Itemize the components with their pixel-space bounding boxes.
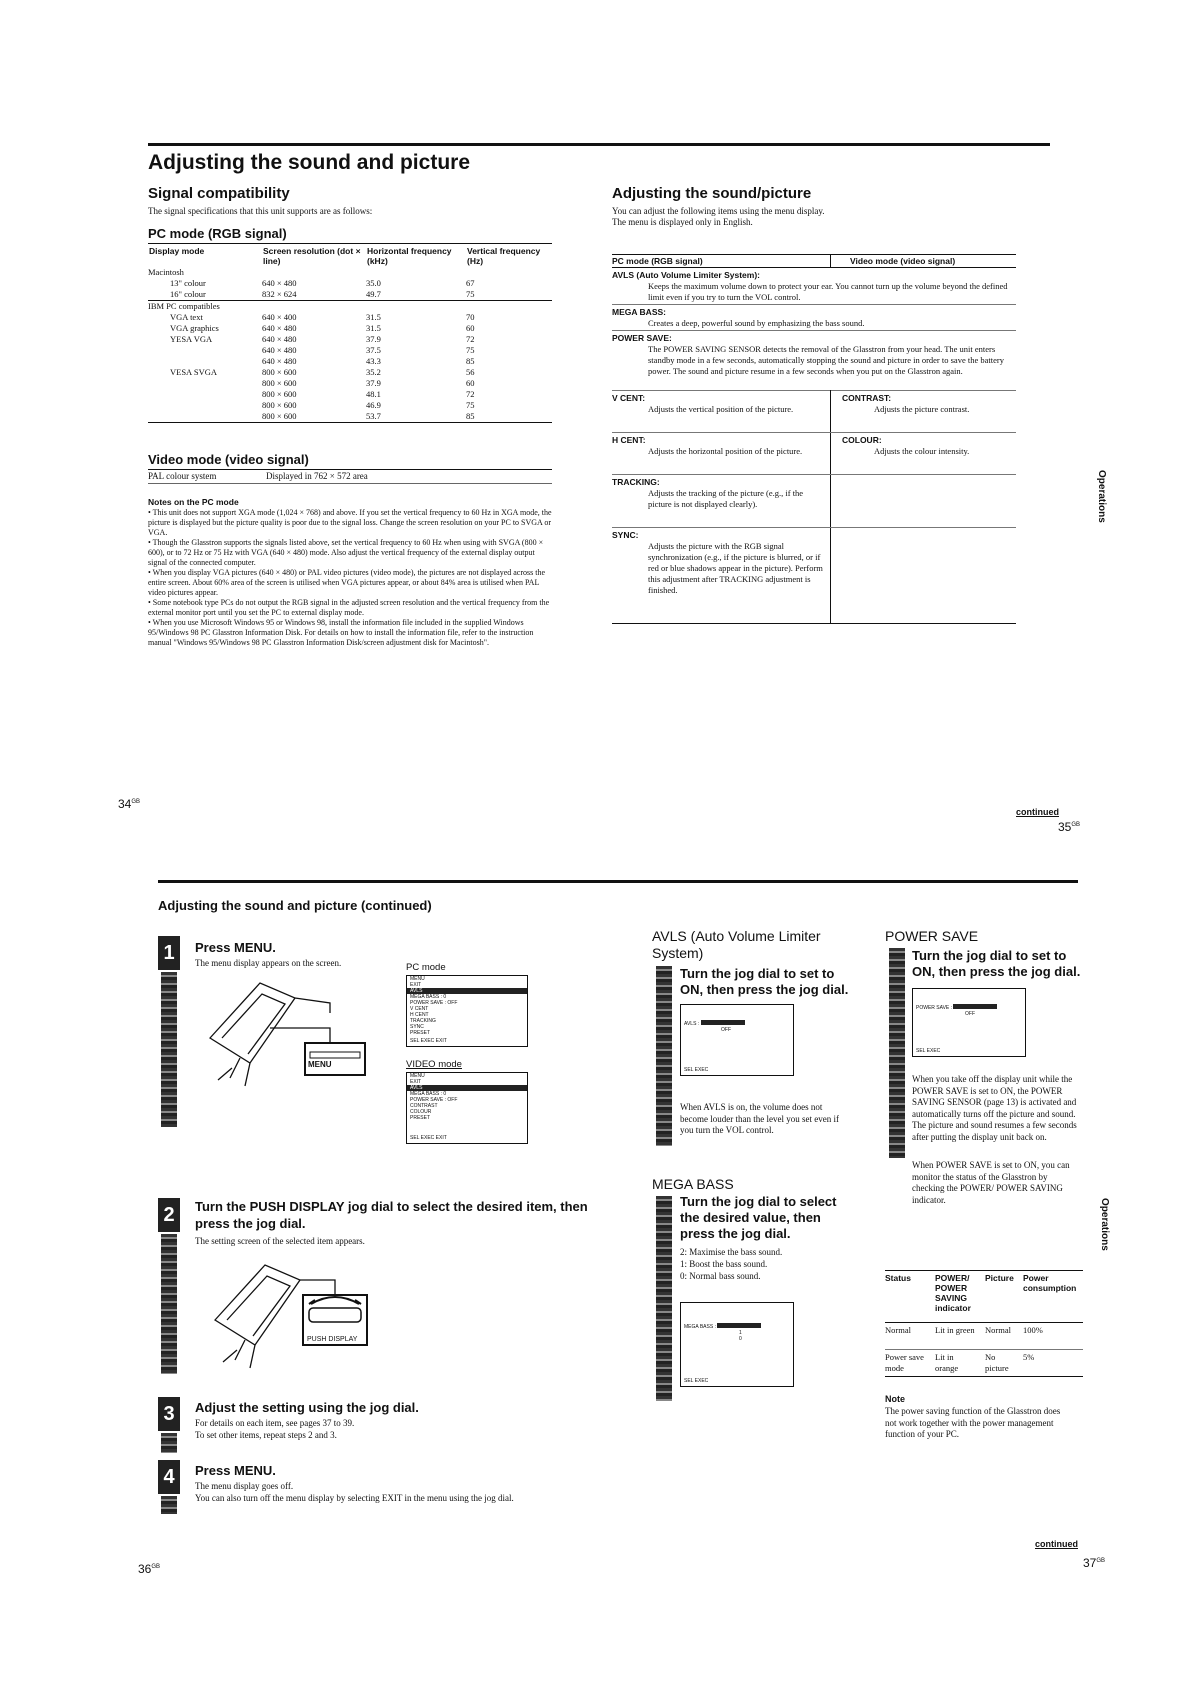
p34-top-rule: [148, 143, 580, 146]
spec-table-row: [148, 301, 552, 313]
spec-table-cell: 53.7: [366, 411, 381, 421]
spec-table-cell: 60: [466, 323, 475, 333]
power-text1: When you take off the display unit while the POWER SAVE is set to ON, the POWER SAVING SENSOR (page 13) is activated and automatically turns off the picture and sound. The picture and sound resumes a few seconds after putting the display unit back on.: [912, 1074, 1077, 1142]
mega-opt-0: 0: Normal bass sound.: [680, 1271, 761, 1281]
note-item: • Some notebook type PCs do not output the RGB signal in the adjusted screen resolution and the vertical frequency from the external monitor port until you set the PC to external display mode.: [148, 598, 550, 617]
spec-table-cell: IBM PC compatibles: [148, 301, 220, 311]
th-vertical: Vertical frequency (Hz): [467, 246, 541, 266]
step3-title: Adjust the setting using the jog dial.: [195, 1400, 419, 1415]
push-display-label: PUSH DISPLAY: [307, 1336, 358, 1343]
avls-screen-footer: SEL EXEC: [684, 1067, 709, 1073]
menu-line: H CENT: [410, 1012, 429, 1018]
spec-table-cell: [148, 356, 262, 367]
spec-table-row: [148, 356, 552, 367]
contrast-label: CONTRAST:: [842, 393, 892, 403]
spec-table-cell: 640 × 400: [262, 312, 297, 322]
spec-table-cell: 832 × 624: [262, 289, 297, 299]
spec-table-row: [148, 400, 552, 411]
status-cell: No picture: [985, 1352, 1009, 1373]
video-mode-label: VIDEO mode: [406, 1059, 462, 1070]
step4-title: Press MENU.: [195, 1463, 276, 1478]
spec-table-cell: 48.1: [366, 389, 381, 399]
menu-line: TRACKING: [410, 1018, 436, 1024]
spec-table-cell: 640 × 480: [262, 356, 297, 366]
menu-line: EXIT: [410, 1079, 422, 1085]
step1-title: Press MENU.: [195, 940, 276, 955]
step-1-number: 1: [158, 936, 180, 970]
p35-menu-table: [612, 254, 1016, 624]
mega-setting-screen: [680, 1302, 794, 1387]
p35-continued: continued: [1016, 807, 1059, 817]
tracking-text: Adjusts the tracking of the picture (e.g., if the picture is not displayed clearly).: [648, 488, 804, 509]
menu-line: PRESET: [410, 1115, 431, 1121]
avls-text: Keeps the maximum volume down to protect your ear. You cannot turn up the volume beyond the defined limit even if you try to turn the VOL control.: [648, 281, 1008, 302]
spec-table-cell: [466, 301, 552, 313]
menu-line: MEGA BASS : 0: [410, 994, 447, 1000]
mega-step: Turn the jog dial to select the desired value, then press the jog dial.: [680, 1194, 837, 1241]
hcent-label: H CENT:: [612, 435, 646, 445]
p34-page-number: $34^{GB}$: [118, 797, 141, 811]
spec-table-row: [148, 334, 552, 345]
spec-table-cell: VGA graphics: [170, 323, 219, 333]
spec-table-row: [148, 289, 552, 301]
vcent-label: V CENT:: [612, 393, 646, 403]
pc-mode-menu-screen: [406, 975, 528, 1047]
spec-table-cell: 640 × 480: [262, 334, 297, 344]
power-screen-label: POWER SAVE :: [913, 1004, 1025, 1011]
step2-title: Turn the PUSH DISPLAY jog dial to select the desired item, then press the jog dial.: [195, 1199, 588, 1231]
p34-spec-table: [148, 245, 552, 425]
th-horizontal: Horizontal frequency (kHz): [367, 246, 452, 266]
spec-table-cell: 16" colour: [170, 289, 206, 299]
spec-table-cell: 60: [466, 378, 475, 388]
power-text2: When POWER SAVE is set to ON, you can monitor the status of the Glasstron by checking the POWER/ POWER SAVING indicator.: [912, 1160, 1070, 1205]
mega-screen-footer: SEL EXEC: [684, 1378, 709, 1384]
tracking-label: TRACKING:: [612, 477, 660, 487]
step3-text1: For details on each item, see pages 37 to 39.: [195, 1418, 355, 1428]
video-row-area: Displayed in 762 × 572 area: [266, 471, 368, 481]
note-item: • Though the Glasstron supports the signals listed above, set the vertical frequency to 60 Hz when using with SVGA (800 × 600), or to 72 Hz or 75 Hz with VGA (640 × 480) mode. Also adjust the vertical frequency of the external display output signal of the connected computer.: [148, 538, 544, 567]
status-cell: 5%: [1023, 1352, 1035, 1362]
step-4-bar: [161, 1496, 177, 1514]
pc-mode-label: PC mode: [406, 962, 446, 973]
menu-footer: SEL EXEC EXIT: [410, 1135, 447, 1141]
spec-table-row: [148, 389, 552, 400]
spec-table-cell: VGA text: [170, 312, 203, 322]
step-3-bar: [161, 1433, 177, 1453]
spec-table-cell: 640 × 480: [262, 278, 297, 288]
avls-screen-off: OFF: [721, 1027, 731, 1033]
power-text: The POWER SAVING SENSOR detects the removal of the Glasstron from your head. The unit enters standby mode in a few seconds, automatically stopping the sound and picture in order to save the battery power. The sound and picture resume in a few seconds when you put on the Glasstron again.: [648, 344, 1004, 376]
spec-table-cell: 72: [466, 389, 475, 399]
spec-table-cell: 85: [466, 356, 475, 366]
colour-text: Adjusts the colour intensity.: [874, 446, 970, 456]
p35-intro1: You can adjust the following items using the menu display.: [612, 206, 825, 216]
step-2-number: 2: [158, 1198, 180, 1232]
spec-table-cell: YESA VGA: [170, 334, 213, 344]
spec-table-cell: 13" colour: [170, 278, 206, 288]
spec-table-cell: 67: [466, 278, 475, 288]
spec-table-cell: [148, 389, 262, 400]
step4-text2: You can also turn off the menu display by selecting EXIT in the menu using the jog dial.: [195, 1493, 514, 1503]
avls-screen-label: AVLS :: [681, 1020, 793, 1027]
step3-text2: To set other items, repeat steps 2 and 3.: [195, 1430, 337, 1440]
p37-note-text: The power saving function of the Glasstron does not work together with the power management function of your PC.: [885, 1406, 1061, 1439]
contrast-text: Adjusts the picture contrast.: [874, 404, 970, 414]
p34-signal-heading: Signal compatibility: [148, 185, 290, 202]
step-4-number: 4: [158, 1460, 180, 1494]
status-cell: Lit in green: [935, 1325, 975, 1335]
sync-text: Adjusts the picture with the RGB signal synchronization (e.g., if the picture is blurred, or if red or blue shadows appear in the picture). Perform this adjustment after TRACKING adjustment is finished.: [648, 541, 823, 595]
vcent-text: Adjusts the vertical position of the picture.: [648, 404, 794, 414]
spec-table-cell: VESA SVGA: [170, 367, 217, 377]
mega-screen-val: 0: [739, 1336, 742, 1342]
col-pc-mode: PC mode (RGB signal): [612, 256, 703, 266]
spec-table-row: [148, 378, 552, 389]
power-label: POWER SAVE:: [612, 333, 672, 343]
power-heading: POWER SAVE: [885, 928, 979, 944]
step-2-bar: [161, 1234, 177, 1374]
status-cell: Normal: [985, 1325, 1011, 1335]
spec-table-cell: [148, 378, 262, 389]
mega-opt-2: 2: Maximise the bass sound.: [680, 1247, 783, 1257]
menu-line: EXIT: [410, 982, 422, 988]
power-screen-off: OFF: [965, 1011, 975, 1017]
spec-table-row: [148, 367, 552, 378]
spec-table-row: [148, 323, 552, 334]
spec-table-cell: 46.9: [366, 400, 381, 410]
spec-table-cell: 31.5: [366, 312, 381, 322]
avls-step-bar: [656, 966, 672, 1146]
spec-table-cell: [366, 301, 466, 313]
note-item: • When you use Microsoft Windows 95 or Windows 98, install the information file included in the supplied Windows 95/Windows 98 PC Glasstron Information Disk. For details on how to install the information file, refer to the instruction manual "Windows 95/Windows 98 PC Glasstron Information Disk/screen adjustment disk for Macintosh".: [148, 618, 534, 647]
power-step: Turn the jog dial to set to ON, then press the jog dial.: [912, 948, 1081, 979]
p37-continued: continued: [1035, 1539, 1078, 1549]
menu-line: MENU: [410, 1073, 425, 1079]
avls-step: Turn the jog dial to set to ON, then press the jog dial.: [680, 966, 849, 997]
mega-text: Creates a deep, powerful sound by emphasizing the bass sound.: [648, 318, 865, 328]
mega-heading: MEGA BASS: [652, 1176, 734, 1192]
glasstron-remote-illustration-2: [205, 1250, 385, 1380]
spec-table-cell: 85: [466, 411, 475, 421]
menu-line: SYNC: [410, 1024, 424, 1030]
step4-text1: The menu display goes off.: [195, 1481, 294, 1491]
power-setting-screen: [912, 988, 1026, 1057]
avls-label: AVLS (Auto Volume Limiter System):: [612, 270, 760, 280]
mega-opt-1: 1: Boost the bass sound.: [680, 1259, 768, 1269]
p36-title: Adjusting the sound and picture (continued): [158, 898, 432, 913]
p37-note-heading: Note: [885, 1394, 905, 1404]
spec-table-cell: 800 × 600: [262, 389, 297, 399]
p36-top-rule: [158, 880, 1078, 883]
step2-text: The setting screen of the selected item appears.: [195, 1236, 365, 1246]
status-th-indicator: POWER/ POWER SAVING indicator: [935, 1273, 971, 1313]
mega-label: MEGA BASS:: [612, 307, 666, 317]
spec-table-cell: 800 × 600: [262, 411, 297, 421]
note-item: • This unit does not support XGA mode (1,024 × 768) and above. If you set the vertical frequency to 60 Hz in XGA mode, the picture is displayed but the picture quality is poor due to the signal loss. Change the screen resolution on your PC to SVGA or VGA.: [148, 508, 552, 537]
p34-video-rule: [148, 469, 552, 470]
spec-table-cell: 72: [466, 334, 475, 344]
menu-line: MEGA BASS : 0: [410, 1091, 447, 1097]
status-cell: 100%: [1023, 1325, 1043, 1335]
spec-table-cell: 31.5: [366, 323, 381, 333]
step1-text: The menu display appears on the screen.: [195, 958, 342, 968]
step-3-number: 3: [158, 1397, 180, 1431]
glasstron-remote-illustration-1: [200, 968, 400, 1108]
spec-table-cell: 640 × 480: [262, 345, 297, 355]
step-1-bar: [161, 972, 177, 1127]
spec-table-cell: [148, 345, 262, 356]
spec-table-cell: 37.5: [366, 345, 381, 355]
menu-button[interactable]: MENU: [308, 1060, 332, 1069]
spec-table-cell: 800 × 600: [262, 378, 297, 388]
spec-table-cell: 75: [466, 289, 475, 299]
mega-step-bar: [656, 1196, 672, 1401]
th-resolution: Screen resolution (dot × line): [263, 246, 361, 266]
spec-table-cell: [466, 267, 552, 278]
spec-table-row: [148, 345, 552, 356]
p34-table-rule-top: [148, 243, 552, 244]
spec-table-cell: [148, 400, 262, 411]
spec-table-cell: 49.7: [366, 289, 381, 299]
menu-line-highlight: AVLS: [407, 988, 527, 994]
menu-line-highlight: AVLS: [407, 1085, 527, 1091]
spec-table-cell: [148, 411, 262, 423]
p35-operations-tab: Operations: [1096, 470, 1107, 523]
spec-table-cell: Macintosh: [148, 267, 184, 277]
spec-table-cell: [262, 267, 366, 278]
mega-screen-val: 1: [739, 1330, 742, 1336]
menu-line: CONTRAST: [410, 1103, 438, 1109]
p37-operations-tab: Operations: [1099, 1198, 1110, 1251]
spec-table-row: [148, 312, 552, 323]
status-row-normal: Normal: [885, 1325, 911, 1335]
menu-line: POWER SAVE : OFF: [410, 1097, 458, 1103]
menu-footer: SEL EXEC EXIT: [410, 1038, 447, 1044]
p35-intro2: The menu is displayed only in English.: [612, 217, 753, 227]
p35-page-number: $35^{GB}$: [1058, 820, 1081, 834]
status-th-power: Power consumption: [1023, 1273, 1077, 1293]
th-display-mode: Display mode: [149, 246, 205, 256]
spec-table-body: [148, 267, 552, 425]
p34-video-rule-bottom: [148, 483, 552, 484]
p34-pc-heading: PC mode (RGB signal): [148, 226, 287, 241]
spec-table-cell: [366, 267, 466, 278]
spec-table-cell: 37.9: [366, 378, 381, 388]
power-screen-footer: SEL EXEC: [916, 1048, 941, 1054]
spec-table-cell: 70: [466, 312, 475, 322]
p37-page-number: $37^{GB}$: [1083, 1556, 1106, 1570]
menu-line: POWER SAVE : OFF: [410, 1000, 458, 1006]
spec-table-cell: 640 × 480: [262, 323, 297, 333]
status-cell: Lit in orange: [935, 1352, 959, 1373]
p36-page-number: $36^{GB}$: [138, 1562, 161, 1576]
p34-notes-heading: Notes on the PC mode: [148, 497, 239, 507]
hcent-text: Adjusts the horizontal position of the picture.: [648, 446, 803, 456]
spec-table-row: [148, 411, 552, 423]
note-item: • When you display VGA pictures (640 × 480) or PAL video pictures (video mode), the pictures are not displayed across the entire screen. About 60% area of the screen is utilised when VGA pictures appear, or about 84% area is utilised when PAL video pictures appear.: [148, 568, 546, 597]
p34-video-heading: Video mode (video signal): [148, 452, 309, 467]
spec-table-cell: 37.9: [366, 334, 381, 344]
spec-table-row: [148, 278, 552, 289]
status-th-status: Status: [885, 1273, 911, 1283]
menu-line: COLOUR: [410, 1109, 432, 1115]
spec-table-cell: 800 × 600: [262, 400, 297, 410]
power-step-bar: [889, 948, 905, 1158]
menu-line: V CENT: [410, 1006, 429, 1012]
video-mode-menu-screen: [406, 1072, 528, 1144]
spec-table-cell: 35.2: [366, 367, 381, 377]
spec-table-cell: 43.3: [366, 356, 381, 366]
status-th-picture: Picture: [985, 1273, 1014, 1283]
spec-table-cell: 35.0: [366, 278, 381, 288]
status-row-power-save: Power save mode: [885, 1352, 924, 1373]
spec-table-cell: 75: [466, 400, 475, 410]
col-video-mode: Video mode (video signal): [850, 256, 956, 266]
menu-line: MENU: [410, 976, 425, 982]
avls-note: When AVLS is on, the volume does not become louder than the level you set even if you turn the VOL control.: [680, 1102, 839, 1135]
spec-table-cell: 800 × 600: [262, 367, 297, 377]
spec-table-cell: 56: [466, 367, 475, 377]
video-row-system: PAL colour system: [148, 471, 217, 481]
spec-table-row: [148, 267, 552, 278]
avls-setting-screen: [680, 1004, 794, 1076]
spec-table-cell: 75: [466, 345, 475, 355]
p34-notes-list: [148, 508, 552, 648]
p34-title: Adjusting the sound and picture: [148, 151, 470, 174]
spec-table-cell: [262, 301, 366, 313]
p35-top-rule: [580, 143, 1050, 146]
p35-title: Adjusting the sound/picture: [612, 185, 812, 202]
avls-heading: AVLS (Auto Volume Limiter System): [652, 928, 821, 961]
colour-label: COLOUR:: [842, 435, 882, 445]
p34-signal-intro: The signal specifications that this unit supports are as follows:: [148, 206, 373, 216]
sync-label: SYNC:: [612, 530, 639, 540]
menu-line: PRESET: [410, 1030, 431, 1036]
mega-screen-label: MEGA BASS :: [681, 1323, 793, 1330]
